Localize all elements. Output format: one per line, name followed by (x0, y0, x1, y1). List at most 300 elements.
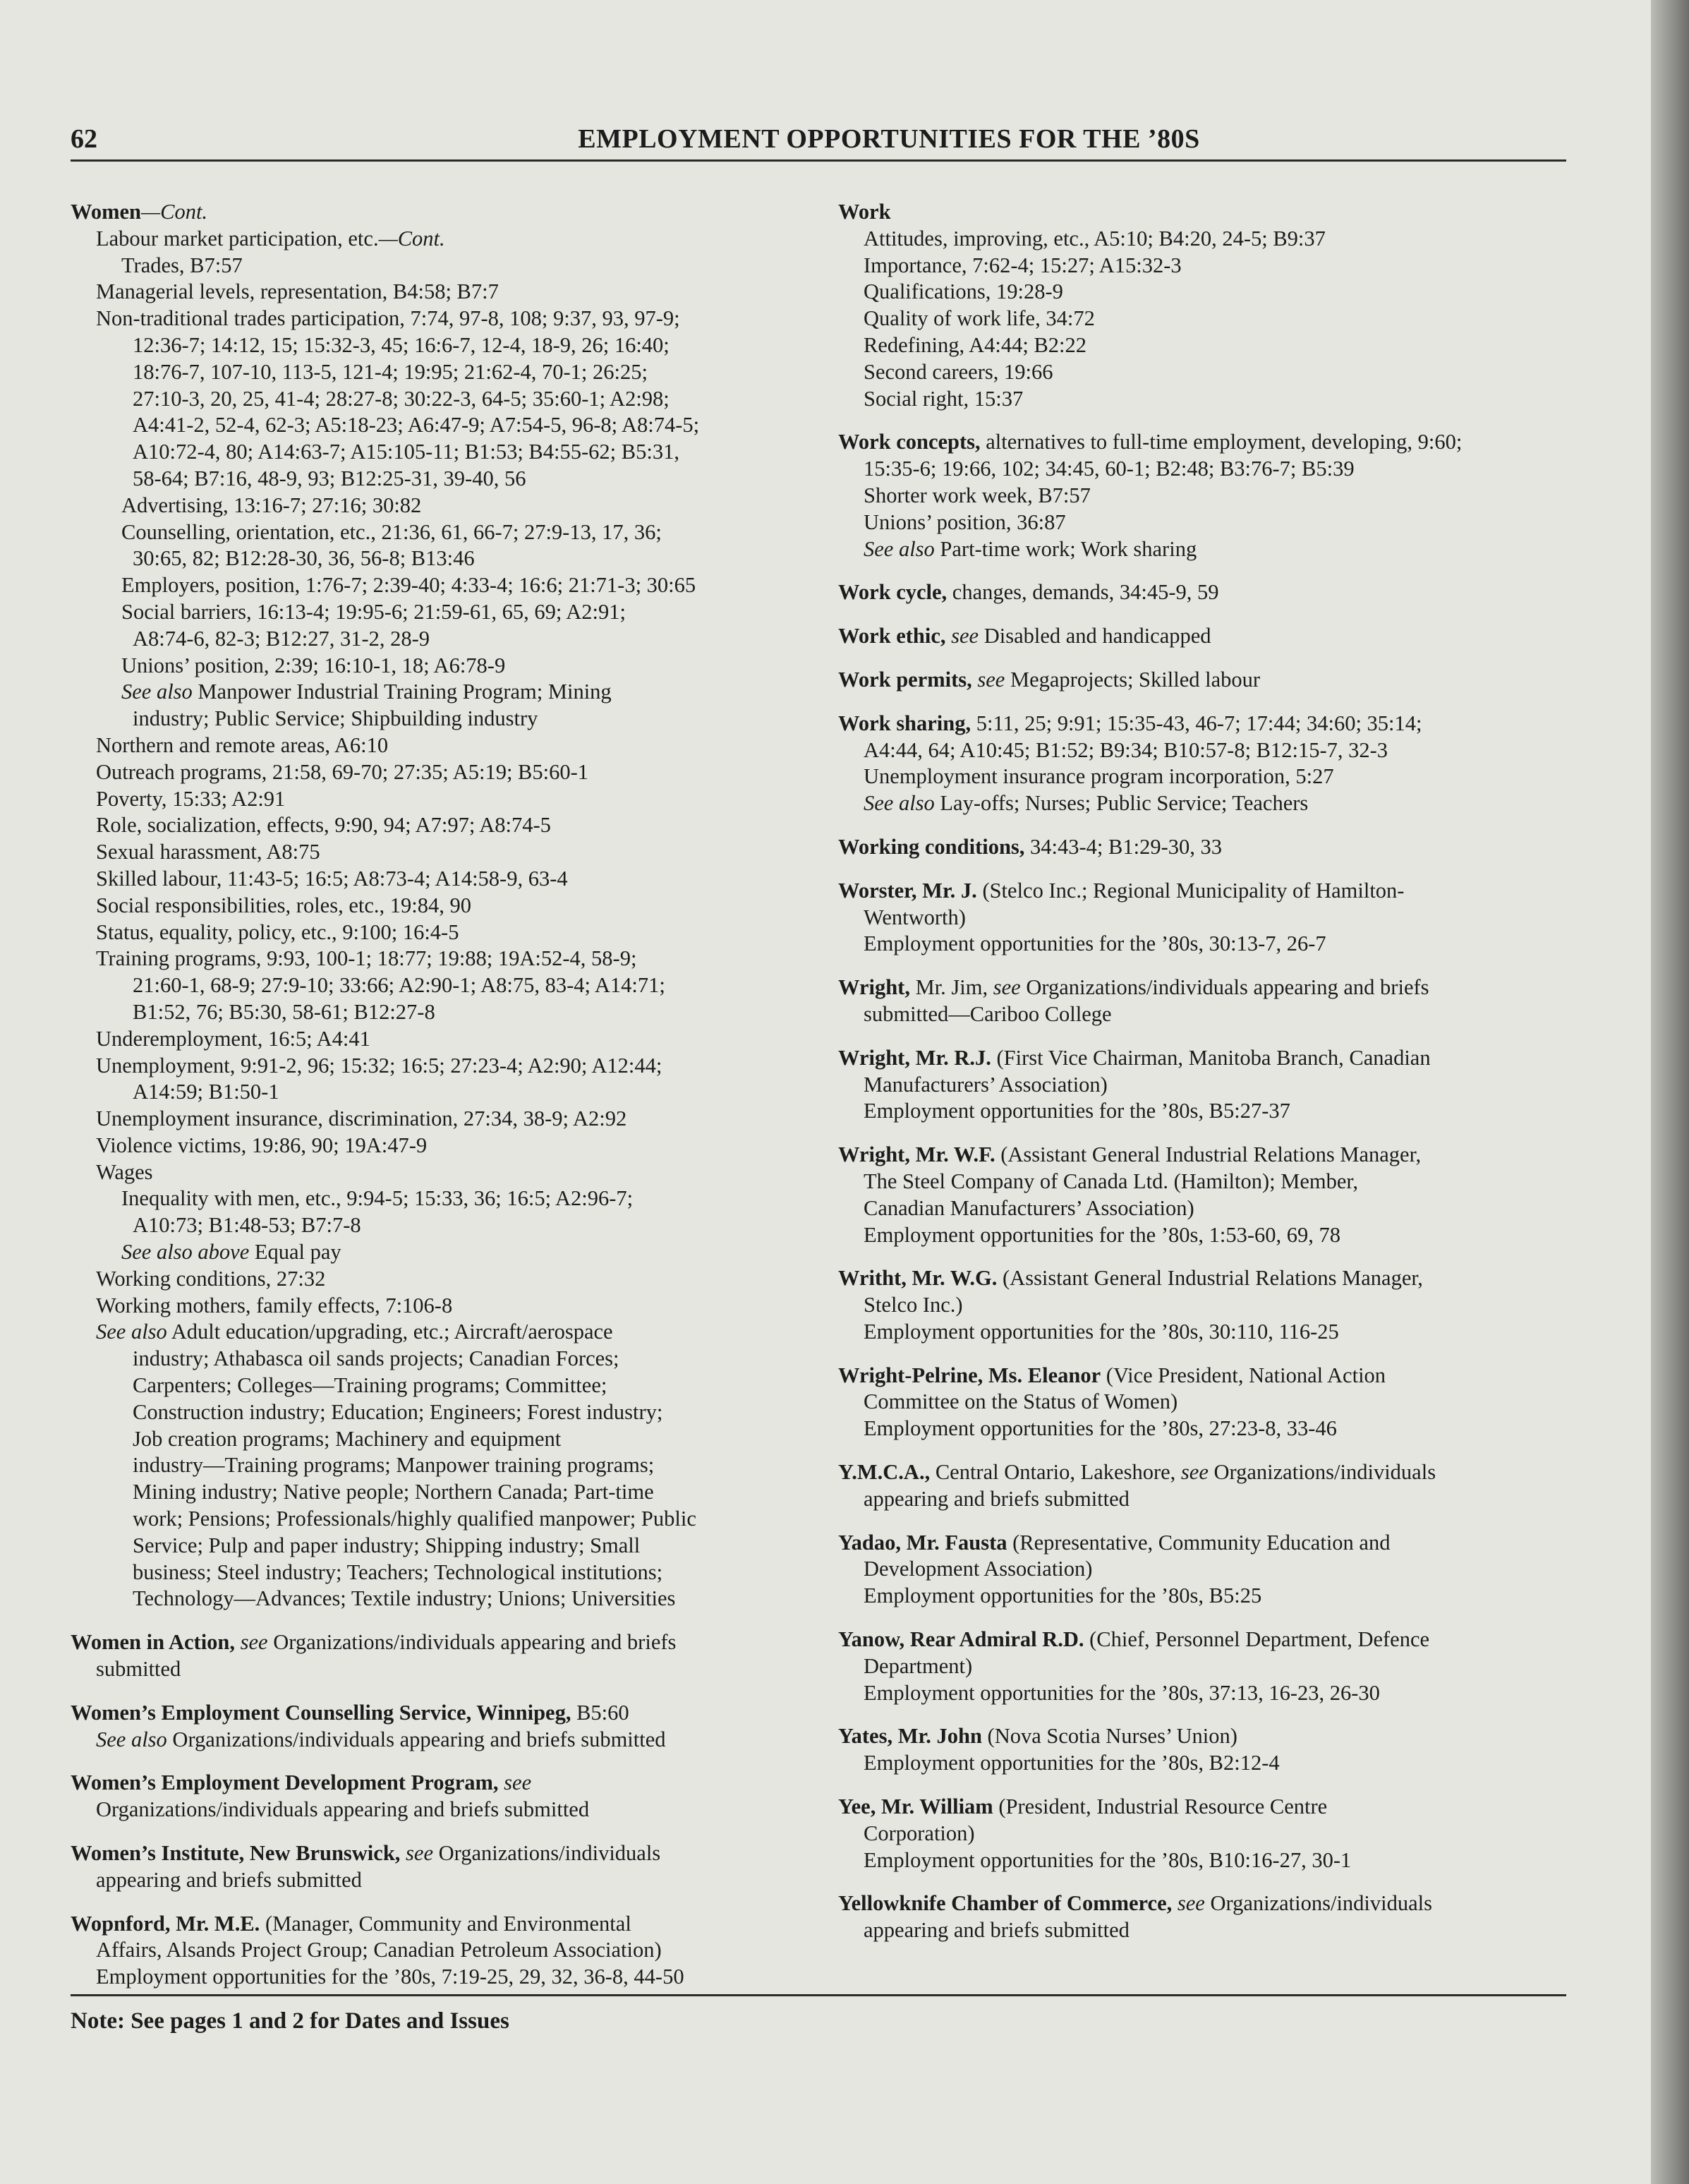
index-line (71, 1293, 833, 1320)
index-text: appearing and briefs submitted (864, 1918, 1130, 1943)
cross-reference-label: see (971, 667, 1005, 692)
page-title: EMPLOYMENT OPPORTUNITIES FOR THE ’80S (578, 124, 1200, 154)
index-text: Counselling, orientation, etc., 21:36, 61, 66-7; 27:9-13, 17, 36; (121, 519, 662, 544)
index-line (71, 1026, 833, 1053)
index-text: Development Association) (864, 1557, 1093, 1581)
index-heading: Wright, Mr. W.F. (838, 1142, 995, 1167)
index-text: Unions’ position, 36:87 (864, 509, 1066, 534)
index-line (71, 1212, 833, 1239)
index-entry (838, 1627, 1572, 1706)
index-text: Social right, 15:37 (864, 386, 1024, 411)
index-line (71, 199, 833, 226)
index-heading: Wright-Pelrine, Ms. Eleanor (838, 1363, 1101, 1387)
index-text: Adult education/upgrading, etc.; Aircraft/aerospace (167, 1320, 613, 1344)
index-line (838, 711, 1572, 737)
index-line (71, 253, 833, 279)
index-line (838, 226, 1572, 253)
left-column (71, 199, 833, 1991)
index-line (838, 536, 1572, 563)
index-text: Role, socialization, effects, 9:90, 94; A7:97; A8:74-5 (96, 813, 551, 838)
index-text: A4:41-2, 52-4, 62-3; A5:18-23; A6:47-9; A7:54-5, 96-8; A8:74-5; (133, 413, 700, 438)
index-text: Organizations/individuals appearing and briefs (1020, 975, 1429, 1000)
index-line (838, 579, 1572, 606)
index-text: Employment opportunities for the ’80s, 37:13, 16-23, 26-30 (864, 1680, 1380, 1705)
index-line (71, 866, 833, 893)
index-line (71, 572, 833, 599)
index-entry (838, 1142, 1572, 1248)
index-text: Importance, 7:62-4; 15:27; A15:32-3 (864, 253, 1182, 277)
index-text: Underemployment, 16:5; A4:41 (96, 1026, 370, 1051)
index-text: A10:72-4, 80; A14:63-7; A15:105-11; B1:53; B4:55-62; B5:31, (133, 440, 679, 464)
cross-reference-label: See also (96, 1320, 167, 1344)
index-line (71, 1656, 833, 1683)
index-text: business; Steel industry; Teachers; Technological institutions; (133, 1559, 663, 1584)
index-line (838, 1292, 1572, 1319)
index-text: (First Vice Chairman, Manitoba Branch, Canadian (991, 1045, 1431, 1070)
index-entry (838, 1794, 1572, 1874)
index-text: Outreach programs, 21:58, 69-70; 27:35; A5:19; B5:60-1 (96, 759, 589, 784)
index-text: submitted (96, 1657, 181, 1682)
footer-rule (71, 1994, 1566, 1996)
index-line (838, 483, 1572, 509)
index-line (71, 1053, 833, 1080)
index-text: Organizations/individuals appearing and briefs submitted (96, 1797, 590, 1822)
index-line (838, 1530, 1572, 1557)
right-column (838, 199, 1572, 1944)
index-line (838, 306, 1572, 332)
index-line (71, 1937, 833, 1964)
index-text: B1:52, 76; B5:30, 58-61; B12:27-8 (133, 999, 435, 1024)
index-entry (838, 623, 1572, 650)
index-line (838, 1583, 1572, 1610)
index-line (71, 679, 833, 706)
index-text: Organizations/individuals appearing and briefs submitted (167, 1727, 666, 1751)
index-line (71, 1266, 833, 1293)
index-text: Mining industry; Native people; Northern Canada; Part-time (133, 1480, 654, 1504)
index-line (838, 1627, 1572, 1653)
index-text: Wages (96, 1159, 153, 1184)
index-text: Stelco Inc.) (864, 1293, 963, 1317)
index-line (838, 253, 1572, 279)
index-line (838, 1142, 1572, 1169)
index-heading: Women (71, 200, 141, 224)
index-line (838, 1319, 1572, 1346)
cross-reference-label: see (235, 1630, 268, 1655)
index-text: (Chief, Personnel Department, Defence (1084, 1627, 1430, 1652)
index-text: A14:59; B1:50-1 (133, 1080, 279, 1104)
index-line (838, 878, 1572, 905)
index-line (71, 919, 833, 946)
index-text: Shorter work week, B7:57 (864, 483, 1091, 507)
index-text: A10:73; B1:48-53; B7:7-8 (133, 1213, 361, 1238)
index-heading: Wright, Mr. R.J. (838, 1045, 991, 1070)
index-line (71, 386, 833, 413)
index-line (71, 732, 833, 759)
index-text: (President, Industrial Resource Centre (993, 1794, 1328, 1819)
index-line (71, 839, 833, 866)
index-heading: Women’s Employment Development Program, (71, 1770, 499, 1795)
index-heading: Women’s Institute, New Brunswick, (71, 1841, 401, 1866)
index-line (838, 1459, 1572, 1486)
index-line (71, 972, 833, 999)
index-entry (838, 1530, 1572, 1610)
index-text: Construction industry; Education; Engineers; Forest industry; (133, 1399, 663, 1424)
index-line (71, 1479, 833, 1506)
index-text: Employment opportunities for the ’80s, 30:13-7, 26-7 (864, 931, 1326, 956)
index-text: Committee on the Status of Women) (864, 1389, 1178, 1414)
index-line (71, 653, 833, 680)
index-text: Labour market participation, etc. (96, 226, 379, 251)
index-line (838, 1917, 1572, 1944)
index-text: Lay-offs; Nurses; Public Service; Teachers (934, 791, 1309, 816)
index-text: Social barriers, 16:13-4; 19:95-6; 21:59-61, 65, 69; A2:91; (121, 599, 626, 624)
index-heading: Yadao, Mr. Fausta (838, 1530, 1007, 1555)
index-entry (838, 975, 1572, 1028)
index-entry (71, 1629, 833, 1683)
index-line (838, 359, 1572, 386)
index-entry (838, 1459, 1572, 1513)
index-text: Non-traditional trades participation, 7:74, 97-8, 108; 9:37, 93, 97-9; (96, 306, 680, 331)
index-entry (71, 1911, 833, 1991)
cross-reference-label: see (988, 975, 1021, 1000)
index-text: changes, demands, 34:45-9, 59 (947, 580, 1219, 605)
index-line (71, 359, 833, 386)
index-line (71, 1372, 833, 1399)
index-text: 15:35-6; 19:66, 102; 34:45, 60-1; B2:48; B3:76-7; B5:39 (864, 457, 1355, 481)
index-line (838, 667, 1572, 694)
index-entry (838, 667, 1572, 694)
index-line (71, 332, 833, 359)
index-line (71, 1533, 833, 1559)
index-entry (838, 1045, 1572, 1125)
index-text: (Representative, Community Education and (1007, 1530, 1391, 1555)
index-line (838, 332, 1572, 359)
index-entry (838, 878, 1572, 958)
index-text: industry; Public Service; Shipbuilding industry (133, 706, 538, 731)
index-line (71, 226, 833, 253)
index-line (71, 706, 833, 732)
index-text: A4:44, 64; A10:45; B1:52; B9:34; B10:57-8; B12:15-7, 32-3 (864, 737, 1388, 762)
index-text: Employment opportunities for the ’80s, 1:53-60, 69, 78 (864, 1222, 1341, 1247)
cross-reference-label: see (400, 1841, 433, 1866)
index-line (71, 1239, 833, 1266)
index-line (71, 466, 833, 493)
index-line (71, 1079, 833, 1106)
index-line (71, 1452, 833, 1479)
index-entry (838, 1265, 1572, 1345)
index-text: Unemployment insurance, discrimination, 27:34, 38-9; A2:92 (96, 1106, 627, 1131)
index-text: Second careers, 19:66 (864, 359, 1053, 384)
header-rule (71, 159, 1566, 162)
index-text: Training programs, 9:93, 100-1; 18:77; 19:88; 19A:52-4, 58-9; (96, 946, 637, 971)
index-entry (71, 1840, 833, 1894)
index-line (71, 1629, 833, 1656)
index-line (71, 439, 833, 466)
index-text: Technology—Advances; Textile industry; Unions; Universities (133, 1586, 676, 1611)
index-text: Employment opportunities for the ’80s, 7:19-25, 29, 32, 36-8, 44-50 (96, 1965, 684, 1989)
index-text: Trades, B7:57 (121, 253, 243, 277)
index-line (71, 812, 833, 839)
index-heading: Writht, Mr. W.G. (838, 1266, 998, 1291)
cross-reference-label: See also above (121, 1240, 250, 1265)
index-line (838, 1750, 1572, 1777)
index-text: Service; Pulp and paper industry; Shipping industry; Small (133, 1533, 641, 1557)
index-heading: Women in Action, (71, 1630, 236, 1655)
index-line (838, 1045, 1572, 1072)
index-text: Employment opportunities for the ’80s, 27:23-8, 33-46 (864, 1416, 1337, 1441)
index-line (838, 1222, 1572, 1249)
index-line (838, 1169, 1572, 1195)
index-heading: Work (838, 200, 891, 224)
index-line (71, 1426, 833, 1453)
index-line (71, 1133, 833, 1159)
index-entry (838, 579, 1572, 606)
index-line (838, 790, 1572, 817)
index-line (71, 1159, 833, 1186)
index-text: appearing and briefs submitted (96, 1867, 362, 1892)
index-text: Attitudes, improving, etc., A5:10; B4:20, 24-5; B9:37 (864, 226, 1326, 251)
index-line (838, 1847, 1572, 1874)
index-entry (71, 199, 833, 1612)
index-entry (838, 1890, 1572, 1944)
index-line (838, 456, 1572, 483)
index-line (71, 1506, 833, 1533)
index-heading: Working conditions, (838, 834, 1025, 859)
index-line (71, 519, 833, 546)
index-text: Working conditions, 27:32 (96, 1266, 326, 1291)
index-text: Employment opportunities for the ’80s, B2:12-4 (864, 1751, 1280, 1775)
index-line (838, 975, 1572, 1001)
index-line (71, 1346, 833, 1372)
index-line (838, 386, 1572, 413)
index-text: industry—Training programs; Manpower training programs; (133, 1453, 655, 1478)
footer-note: Note: See pages 1 and 2 for Dates and Issues (71, 2008, 509, 2034)
index-line (71, 1700, 833, 1727)
index-line (71, 545, 833, 572)
index-entry (838, 1723, 1572, 1777)
index-text: Wentworth) (864, 905, 966, 929)
cross-reference-label: see (498, 1770, 532, 1795)
cross-reference-label: see (1172, 1891, 1205, 1916)
index-text: Quality of work life, 34:72 (864, 306, 1095, 331)
index-text: Affairs, Alsands Project Group; Canadian Petroleum Association) (96, 1938, 662, 1962)
index-heading: Women’s Employment Counselling Service, Winnipeg, (71, 1700, 571, 1725)
index-line (71, 1586, 833, 1612)
index-line (838, 1389, 1572, 1416)
index-line (838, 905, 1572, 931)
index-line (838, 509, 1572, 536)
index-heading: Work cycle, (838, 580, 948, 605)
index-text: (Assistant General Industrial Relations Manager, (995, 1142, 1422, 1167)
index-text: A8:74-6, 82-3; B12:27, 31-2, 28-9 (133, 626, 430, 651)
running-header (71, 121, 1566, 157)
index-line (71, 786, 833, 813)
index-line (71, 1964, 833, 1991)
index-line (838, 1265, 1572, 1292)
index-text: Status, equality, policy, etc., 9:100; 16:4-5 (96, 919, 459, 944)
index-text: (Manager, Community and Environmental (260, 1911, 631, 1936)
index-text: Advertising, 13:16-7; 27:16; 30:82 (121, 493, 422, 517)
index-text: Manufacturers’ Association) (864, 1072, 1108, 1097)
continuation-label: —Cont. (378, 226, 445, 251)
index-line (838, 1794, 1572, 1821)
cross-reference-label: See also (864, 791, 935, 816)
index-text: Employment opportunities for the ’80s, B5:27-37 (864, 1099, 1290, 1123)
cross-reference-label: see (1175, 1460, 1209, 1485)
index-line (71, 893, 833, 919)
index-heading: Wopnford, Mr. M.E. (71, 1911, 260, 1936)
index-text: Carpenters; Colleges—Training programs; Committee; (133, 1373, 607, 1398)
index-line (71, 493, 833, 519)
index-text: (Stelco Inc.; Regional Municipality of Hamilton- (976, 878, 1405, 903)
index-text: 18:76-7, 107-10, 113-5, 121-4; 19:95; 21:62-4, 70-1; 26:25; (133, 359, 648, 384)
index-text: work; Pensions; Professionals/highly qualified manpower; Public (133, 1507, 696, 1531)
index-text: Northern and remote areas, A6:10 (96, 732, 389, 757)
index-line (838, 1556, 1572, 1583)
index-heading: Work sharing, (838, 711, 971, 735)
index-text: submitted—Cariboo College (864, 1001, 1112, 1026)
index-text: Redefining, A4:44; B2:22 (864, 332, 1087, 357)
index-text: Unemployment insurance program incorporation, 5:27 (864, 764, 1334, 789)
index-text: Megaprojects; Skilled labour (1005, 667, 1261, 692)
index-line (838, 429, 1572, 456)
index-line (71, 279, 833, 306)
index-line (71, 599, 833, 626)
index-text: industry; Athabasca oil sands projects; Canadian Forces; (133, 1346, 619, 1371)
index-line (71, 999, 833, 1026)
index-line (838, 931, 1572, 958)
index-text: Skilled labour, 11:43-5; 16:5; A8:73-4; A14:58-9, 63-4 (96, 866, 568, 891)
index-heading: Work concepts, (838, 430, 981, 454)
index-text: Department) (864, 1653, 973, 1678)
index-line (838, 764, 1572, 790)
index-line (71, 412, 833, 439)
index-text: 5:11, 25; 9:91; 15:35-43, 46-7; 17:44; 34:60; 35:14; (971, 711, 1422, 735)
index-entry (71, 1700, 833, 1754)
index-text: Organizations/individuals (1208, 1460, 1436, 1485)
index-text: Unions’ position, 2:39; 16:10-1, 18; A6:78-9 (121, 653, 506, 677)
index-line (838, 1098, 1572, 1125)
index-heading: Yellowknife Chamber of Commerce, (838, 1891, 1173, 1916)
index-text: Job creation programs; Machinery and equipment (133, 1426, 562, 1451)
index-line (838, 1195, 1572, 1222)
index-text: 34:43-4; B1:29-30, 33 (1024, 834, 1222, 859)
index-line (71, 1867, 833, 1894)
index-line (71, 1797, 833, 1823)
index-heading: Work permits, (838, 667, 972, 692)
index-line (838, 279, 1572, 306)
index-line (71, 1185, 833, 1212)
index-text: 12:36-7; 14:12, 15; 15:32-3, 45; 16:6-7, 12-4, 18-9, 26; 16:40; (133, 332, 670, 357)
index-text: Organizations/individuals appearing and briefs (267, 1630, 677, 1655)
index-text: Violence victims, 19:86, 90; 19A:47-9 (96, 1133, 428, 1157)
index-text: Employment opportunities for the ’80s, B5:25 (864, 1583, 1262, 1608)
index-entry (838, 1363, 1572, 1442)
index-text: Qualifications, 19:28-9 (864, 279, 1063, 304)
index-text: B5:60 (571, 1700, 629, 1725)
index-entry (838, 834, 1572, 861)
index-text: Working mothers, family effects, 7:106-8 (96, 1293, 453, 1317)
index-text: Part-time work; Work sharing (934, 536, 1197, 561)
index-line (838, 834, 1572, 861)
index-text: Canadian Manufacturers’ Association) (864, 1195, 1194, 1220)
page-edge (1651, 0, 1689, 2184)
index-text: The Steel Company of Canada Ltd. (Hamilton); Member, (864, 1169, 1358, 1193)
index-text: (Assistant General Industrial Relations Manager, (997, 1266, 1423, 1291)
index-text: Mr. Jim, (909, 975, 988, 1000)
index-text: (Vice President, National Action (1101, 1363, 1386, 1387)
index-heading: Work ethic, (838, 624, 946, 648)
index-line (838, 623, 1572, 650)
index-line (838, 1001, 1572, 1028)
index-line (838, 1821, 1572, 1847)
index-entry (838, 199, 1572, 412)
index-entry (71, 1770, 833, 1823)
index-text: Equal pay (249, 1240, 341, 1265)
index-entry (838, 711, 1572, 817)
index-heading: Yee, Mr. William (838, 1794, 993, 1819)
index-text: Employment opportunities for the ’80s, 30:110, 116-25 (864, 1319, 1339, 1344)
index-line (71, 1770, 833, 1797)
index-line (71, 946, 833, 972)
index-text: Disabled and handicapped (979, 624, 1211, 648)
index-text: 30:65, 82; B12:28-30, 36, 56-8; B13:46 (133, 546, 475, 571)
index-text: Unemployment, 9:91-2, 96; 15:32; 16:5; 27:23-4; A2:90; A12:44; (96, 1053, 662, 1078)
index-text: Employers, position, 1:76-7; 2:39-40; 4:33-4; 16:6; 21:71-3; 30:65 (121, 573, 696, 598)
index-line (838, 1416, 1572, 1442)
index-text: Central Ontario, Lakeshore, (930, 1460, 1176, 1485)
page-number: 62 (71, 124, 97, 154)
index-line (71, 1559, 833, 1586)
index-line (838, 1723, 1572, 1750)
index-line (838, 1363, 1572, 1389)
index-line (838, 1653, 1572, 1680)
cross-reference-label: See also (96, 1727, 167, 1751)
index-line (71, 1840, 833, 1867)
index-text: Social responsibilities, roles, etc., 19:84, 90 (96, 893, 471, 917)
index-heading: Yanow, Rear Admiral R.D. (838, 1627, 1084, 1652)
index-line (71, 1399, 833, 1426)
index-heading: Wright, (838, 975, 910, 1000)
index-text: 58-64; B7:16, 48-9, 93; B12:25-31, 39-40, 56 (133, 466, 526, 490)
index-line (838, 1072, 1572, 1099)
index-text: appearing and briefs submitted (864, 1486, 1130, 1511)
index-line (71, 1319, 833, 1346)
index-text: Inequality with men, etc., 9:94-5; 15:33, 36; 16:5; A2:96-7; (121, 1186, 634, 1211)
index-line (838, 1486, 1572, 1513)
index-text: Poverty, 15:33; A2:91 (96, 786, 286, 811)
index-heading: Yates, Mr. John (838, 1724, 982, 1749)
index-entry (838, 429, 1572, 562)
index-text: Organizations/individuals (432, 1841, 661, 1866)
index-line (838, 1890, 1572, 1917)
index-text: (Nova Scotia Nurses’ Union) (981, 1724, 1237, 1749)
index-text: Sexual harassment, A8:75 (96, 840, 320, 864)
index-text: Managerial levels, representation, B4:58; B7:7 (96, 279, 499, 304)
index-text: Corporation) (864, 1821, 975, 1845)
index-line (838, 199, 1572, 226)
index-line (71, 306, 833, 332)
index-text: alternatives to full-time employment, developing, 9:60; (980, 430, 1463, 454)
index-line (838, 1680, 1572, 1707)
index-line (71, 1911, 833, 1938)
index-text: 21:60-1, 68-9; 27:9-10; 33:66; A2:90-1; A8:75, 83-4; A14:71; (133, 973, 665, 998)
cross-reference-label: See also (121, 680, 193, 704)
index-line (838, 737, 1572, 764)
index-text: Organizations/individuals (1204, 1891, 1432, 1916)
index-heading: Y.M.C.A., (838, 1460, 931, 1485)
cross-reference-label: see (945, 624, 979, 648)
